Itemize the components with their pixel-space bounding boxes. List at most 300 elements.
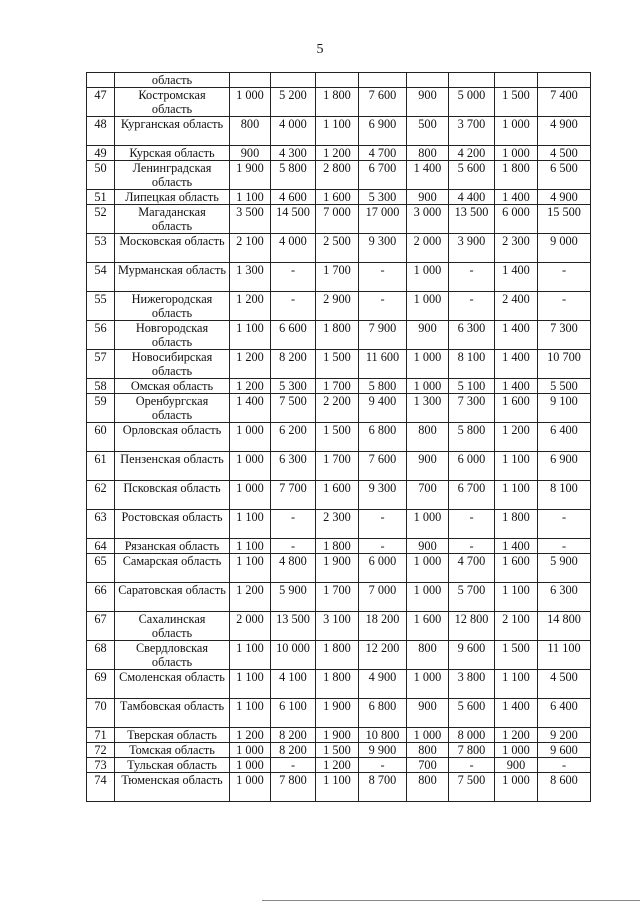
value-cell: 5 500 (538, 379, 591, 394)
value-cell: 1 100 (495, 481, 538, 510)
value-cell: 1 200 (230, 379, 271, 394)
value-cell: 6 100 (271, 699, 316, 728)
row-number: 70 (87, 699, 115, 728)
region-name: Курская область (115, 146, 230, 161)
value-cell: 10 700 (538, 350, 591, 379)
value-cell: 7 600 (359, 452, 407, 481)
value-cell: 8 600 (538, 773, 591, 802)
value-cell: 1 700 (316, 452, 359, 481)
value-cell: 1 500 (495, 641, 538, 670)
value-cell: 1 400 (495, 263, 538, 292)
value-cell: 1 000 (407, 379, 449, 394)
value-cell: 1 000 (407, 510, 449, 539)
value-cell: 4 600 (271, 190, 316, 205)
value-cell: 1 100 (230, 699, 271, 728)
value-cell: - (449, 758, 495, 773)
value-cell: 1 100 (316, 773, 359, 802)
table-row (87, 583, 591, 612)
value-cell: 1 000 (230, 758, 271, 773)
value-cell: 7 300 (449, 394, 495, 423)
value-cell: 2 800 (316, 161, 359, 190)
value-cell: 1 200 (316, 146, 359, 161)
table-row (87, 728, 591, 743)
value-cell: 6 400 (538, 699, 591, 728)
value-cell: 8 100 (538, 481, 591, 510)
value-cell: 900 (407, 452, 449, 481)
value-cell: 1 000 (230, 88, 271, 117)
table-row (87, 88, 591, 117)
value-cell: 13 500 (271, 612, 316, 641)
value-cell: 7 700 (271, 481, 316, 510)
value-cell: 6 000 (449, 452, 495, 481)
value-cell: 10 000 (271, 641, 316, 670)
value-cell: 14 500 (271, 205, 316, 234)
value-cell: - (359, 539, 407, 554)
value-cell: 800 (407, 743, 449, 758)
row-number: 52 (87, 205, 115, 234)
value-cell: 6 000 (495, 205, 538, 234)
row-number: 61 (87, 452, 115, 481)
value-cell: - (359, 263, 407, 292)
row-number: 47 (87, 88, 115, 117)
value-cell: 2 500 (316, 234, 359, 263)
region-name: Тульская область (115, 758, 230, 773)
value-cell: 1 000 (407, 554, 449, 583)
table-row (87, 539, 591, 554)
value-cell: 17 000 (359, 205, 407, 234)
region-name: Тамбовская область (115, 699, 230, 728)
value-cell: 1 000 (407, 350, 449, 379)
value-cell: 1 200 (495, 423, 538, 452)
value-cell: 1 000 (407, 263, 449, 292)
table-row (87, 699, 591, 728)
row-number: 65 (87, 554, 115, 583)
value-cell: 1 000 (230, 423, 271, 452)
value-cell: 1 000 (230, 743, 271, 758)
value-cell: 1 800 (495, 161, 538, 190)
row-number: 54 (87, 263, 115, 292)
value-cell: 2 000 (230, 612, 271, 641)
value-cell: 8 200 (271, 350, 316, 379)
value-cell: 6 800 (359, 423, 407, 452)
value-cell: 1 800 (316, 321, 359, 350)
value-cell: - (271, 292, 316, 321)
value-cell: 1 100 (495, 583, 538, 612)
value-cell: 4 300 (271, 146, 316, 161)
value-cell: 9 900 (359, 743, 407, 758)
value-cell: 6 700 (449, 481, 495, 510)
value-cell: 1 600 (495, 554, 538, 583)
table-row (87, 234, 591, 263)
value-cell: - (271, 510, 316, 539)
value-cell: 6 400 (538, 423, 591, 452)
value-cell: 8 000 (449, 728, 495, 743)
value-cell: 4 500 (538, 146, 591, 161)
value-cell: 8 100 (449, 350, 495, 379)
value-cell: - (359, 510, 407, 539)
table-row (87, 292, 591, 321)
region-name: Орловская область (115, 423, 230, 452)
value-cell: 1 100 (230, 190, 271, 205)
table-row-continued (87, 73, 591, 88)
value-cell: 8 700 (359, 773, 407, 802)
value-cell: 1 500 (316, 423, 359, 452)
table-row (87, 554, 591, 583)
table-row (87, 161, 591, 190)
value-cell: 1 100 (230, 321, 271, 350)
value-cell: 1 300 (407, 394, 449, 423)
region-name: Тверская область (115, 728, 230, 743)
value-cell: 1 000 (495, 146, 538, 161)
value-cell: 7 600 (359, 88, 407, 117)
value-cell: 3 800 (449, 670, 495, 699)
table-row (87, 670, 591, 699)
value-cell: 7 400 (538, 88, 591, 117)
table-row (87, 321, 591, 350)
table-row (87, 350, 591, 379)
region-name: Курганская область (115, 117, 230, 146)
value-cell: 1 600 (316, 190, 359, 205)
value-cell: - (538, 292, 591, 321)
table-row (87, 758, 591, 773)
value-cell: 1 100 (230, 539, 271, 554)
value-cell: 1 500 (495, 88, 538, 117)
value-cell: 4 500 (538, 670, 591, 699)
value-cell: 1 000 (407, 292, 449, 321)
value-cell: 1 700 (316, 583, 359, 612)
row-number: 48 (87, 117, 115, 146)
value-cell: 1 200 (230, 583, 271, 612)
value-cell: 5 000 (449, 88, 495, 117)
region-name: Самарская область (115, 554, 230, 583)
row-number: 57 (87, 350, 115, 379)
value-cell: 3 000 (407, 205, 449, 234)
value-cell: 5 800 (359, 379, 407, 394)
value-cell: 2 900 (316, 292, 359, 321)
value-cell: 1 600 (407, 612, 449, 641)
value-cell: 500 (407, 117, 449, 146)
value-cell: 1 700 (316, 263, 359, 292)
value-cell: 700 (407, 758, 449, 773)
region-name: Саратовская область (115, 583, 230, 612)
value-cell: 2 400 (495, 292, 538, 321)
value-cell: - (449, 539, 495, 554)
value-cell: 800 (407, 773, 449, 802)
value-cell: - (449, 510, 495, 539)
value-cell: 6 300 (449, 321, 495, 350)
value-cell: 14 800 (538, 612, 591, 641)
region-name: Тюменская область (115, 773, 230, 802)
row-number: 69 (87, 670, 115, 699)
region-name: область (115, 73, 230, 88)
value-cell: 9 600 (449, 641, 495, 670)
value-cell: 1 500 (316, 350, 359, 379)
value-cell: 5 700 (449, 583, 495, 612)
row-number: 55 (87, 292, 115, 321)
value-cell: 900 (495, 758, 538, 773)
value-cell: 8 200 (271, 743, 316, 758)
row-number: 72 (87, 743, 115, 758)
value-cell: 6 900 (359, 117, 407, 146)
row-number: 49 (87, 146, 115, 161)
value-cell: 12 200 (359, 641, 407, 670)
region-name: Нижегородская область (115, 292, 230, 321)
value-cell: - (271, 263, 316, 292)
row-number: 74 (87, 773, 115, 802)
table-row (87, 146, 591, 161)
value-cell: 1 400 (230, 394, 271, 423)
value-cell: 2 100 (495, 612, 538, 641)
value-cell: 6 000 (359, 554, 407, 583)
value-cell: 1 800 (316, 641, 359, 670)
value-cell: - (449, 263, 495, 292)
value-cell: 800 (407, 423, 449, 452)
value-cell: 1 800 (495, 510, 538, 539)
value-cell: 15 500 (538, 205, 591, 234)
value-cell: - (538, 758, 591, 773)
row-number: 60 (87, 423, 115, 452)
value-cell: 1 400 (495, 379, 538, 394)
value-cell: 5 800 (449, 423, 495, 452)
value-cell: 4 200 (449, 146, 495, 161)
value-cell: 4 700 (359, 146, 407, 161)
value-cell: 6 900 (538, 452, 591, 481)
value-cell: 800 (230, 117, 271, 146)
value-cell: 900 (407, 699, 449, 728)
value-cell: 1 200 (495, 728, 538, 743)
region-name: Новосибирская область (115, 350, 230, 379)
value-cell: 9 600 (538, 743, 591, 758)
value-cell: 2 000 (407, 234, 449, 263)
value-cell: 1 200 (230, 292, 271, 321)
region-name: Липецкая область (115, 190, 230, 205)
row-number: 64 (87, 539, 115, 554)
value-cell: 7 500 (271, 394, 316, 423)
value-cell: 1 600 (316, 481, 359, 510)
row-number: 71 (87, 728, 115, 743)
row-number: 53 (87, 234, 115, 263)
value-cell: 10 800 (359, 728, 407, 743)
value-cell: 6 300 (271, 452, 316, 481)
value-cell: 800 (407, 641, 449, 670)
value-cell: 4 400 (449, 190, 495, 205)
value-cell: 900 (407, 88, 449, 117)
region-name: Московская область (115, 234, 230, 263)
value-cell: 7 800 (271, 773, 316, 802)
value-cell: 4 000 (271, 117, 316, 146)
region-name: Пензенская область (115, 452, 230, 481)
value-cell: 7 000 (359, 583, 407, 612)
value-cell: 1 000 (495, 743, 538, 758)
value-cell: 13 500 (449, 205, 495, 234)
value-cell: 9 100 (538, 394, 591, 423)
page-number: 5 (316, 42, 324, 57)
value-cell: 1 800 (316, 670, 359, 699)
value-cell: 1 400 (495, 321, 538, 350)
value-cell: 5 900 (271, 583, 316, 612)
value-cell: 1 100 (316, 117, 359, 146)
value-cell: 5 600 (449, 161, 495, 190)
value-cell: 800 (407, 146, 449, 161)
value-cell: 1 000 (407, 583, 449, 612)
value-cell: 1 000 (407, 670, 449, 699)
region-name: Рязанская область (115, 539, 230, 554)
value-cell: 18 200 (359, 612, 407, 641)
table-row (87, 612, 591, 641)
value-cell: 6 800 (359, 699, 407, 728)
value-cell: 9 400 (359, 394, 407, 423)
region-name: Ленинградская область (115, 161, 230, 190)
value-cell: 4 900 (359, 670, 407, 699)
value-cell: 900 (407, 321, 449, 350)
value-cell: 1 900 (316, 699, 359, 728)
table-row (87, 394, 591, 423)
value-cell: 6 700 (359, 161, 407, 190)
value-cell: 1 800 (316, 539, 359, 554)
table-row (87, 190, 591, 205)
value-cell: 2 300 (495, 234, 538, 263)
value-cell: 5 300 (359, 190, 407, 205)
value-cell: 1 400 (495, 699, 538, 728)
table-row (87, 423, 591, 452)
value-cell: 1 900 (316, 728, 359, 743)
value-cell: - (449, 292, 495, 321)
value-cell: 6 200 (271, 423, 316, 452)
value-cell: 1 000 (407, 728, 449, 743)
region-name: Омская область (115, 379, 230, 394)
value-cell: - (538, 510, 591, 539)
value-cell: 5 100 (449, 379, 495, 394)
value-cell: 5 800 (271, 161, 316, 190)
value-cell: 9 200 (538, 728, 591, 743)
row-number: 62 (87, 481, 115, 510)
row-number: 73 (87, 758, 115, 773)
region-name: Костромская область (115, 88, 230, 117)
value-cell: 1 100 (495, 452, 538, 481)
region-name: Сахалинская область (115, 612, 230, 641)
value-cell: - (359, 758, 407, 773)
value-cell: 8 200 (271, 728, 316, 743)
table-row (87, 481, 591, 510)
value-cell: 1 000 (230, 481, 271, 510)
value-cell: 4 700 (449, 554, 495, 583)
value-cell: 11 600 (359, 350, 407, 379)
value-cell: 7 800 (449, 743, 495, 758)
table-row (87, 263, 591, 292)
value-cell: 1 000 (495, 117, 538, 146)
region-name: Смоленская область (115, 670, 230, 699)
value-cell: 3 500 (230, 205, 271, 234)
table-row (87, 641, 591, 670)
value-cell: 5 600 (449, 699, 495, 728)
region-name: Магаданская область (115, 205, 230, 234)
region-name: Мурманская область (115, 263, 230, 292)
table-row (87, 510, 591, 539)
regions-table (86, 72, 591, 802)
table-row (87, 379, 591, 394)
value-cell: 1 500 (316, 743, 359, 758)
region-name: Ростовская область (115, 510, 230, 539)
value-cell: 1 400 (495, 350, 538, 379)
table-row (87, 452, 591, 481)
row-number: 56 (87, 321, 115, 350)
row-number: 66 (87, 583, 115, 612)
table-row (87, 117, 591, 146)
value-cell: 1 100 (495, 670, 538, 699)
row-number: 67 (87, 612, 115, 641)
value-cell: 1 400 (495, 539, 538, 554)
value-cell: 2 100 (230, 234, 271, 263)
value-cell: 700 (407, 481, 449, 510)
value-cell: 3 700 (449, 117, 495, 146)
region-name: Томская область (115, 743, 230, 758)
row-number: 58 (87, 379, 115, 394)
value-cell: 1 100 (230, 641, 271, 670)
value-cell: 1 100 (230, 670, 271, 699)
value-cell: 1 000 (230, 452, 271, 481)
value-cell: 7 000 (316, 205, 359, 234)
value-cell: 12 800 (449, 612, 495, 641)
table-row (87, 205, 591, 234)
region-name: Оренбургская область (115, 394, 230, 423)
row-number: 50 (87, 161, 115, 190)
value-cell: 1 200 (316, 758, 359, 773)
value-cell: 6 300 (538, 583, 591, 612)
table-row (87, 773, 591, 802)
value-cell: 1 100 (230, 510, 271, 539)
value-cell: 4 000 (271, 234, 316, 263)
value-cell: 1 400 (495, 190, 538, 205)
value-cell: - (538, 263, 591, 292)
value-cell: 1 300 (230, 263, 271, 292)
page-bottom-edge (262, 900, 640, 901)
value-cell: 1 000 (495, 773, 538, 802)
value-cell: 1 600 (495, 394, 538, 423)
value-cell: 5 900 (538, 554, 591, 583)
value-cell: 9 000 (538, 234, 591, 263)
value-cell: 2 300 (316, 510, 359, 539)
value-cell: 1 100 (230, 554, 271, 583)
region-name: Новгородская область (115, 321, 230, 350)
row-number: 68 (87, 641, 115, 670)
value-cell: - (271, 539, 316, 554)
value-cell: 4 900 (538, 117, 591, 146)
row-number: 63 (87, 510, 115, 539)
value-cell: 3 100 (316, 612, 359, 641)
value-cell: 4 900 (538, 190, 591, 205)
value-cell: 6 600 (271, 321, 316, 350)
value-cell: 3 900 (449, 234, 495, 263)
value-cell: 1 700 (316, 379, 359, 394)
value-cell: 4 800 (271, 554, 316, 583)
value-cell: 4 100 (271, 670, 316, 699)
value-cell: 900 (407, 539, 449, 554)
region-name: Свердловская область (115, 641, 230, 670)
value-cell: 1 900 (316, 554, 359, 583)
value-cell: 900 (230, 146, 271, 161)
value-cell: 9 300 (359, 481, 407, 510)
value-cell: 1 000 (230, 773, 271, 802)
value-cell: 7 300 (538, 321, 591, 350)
value-cell: - (359, 292, 407, 321)
value-cell: 9 300 (359, 234, 407, 263)
row-number: 51 (87, 190, 115, 205)
value-cell: 2 200 (316, 394, 359, 423)
value-cell: - (271, 758, 316, 773)
row-number: 59 (87, 394, 115, 423)
value-cell: 1 900 (230, 161, 271, 190)
table-row (87, 743, 591, 758)
